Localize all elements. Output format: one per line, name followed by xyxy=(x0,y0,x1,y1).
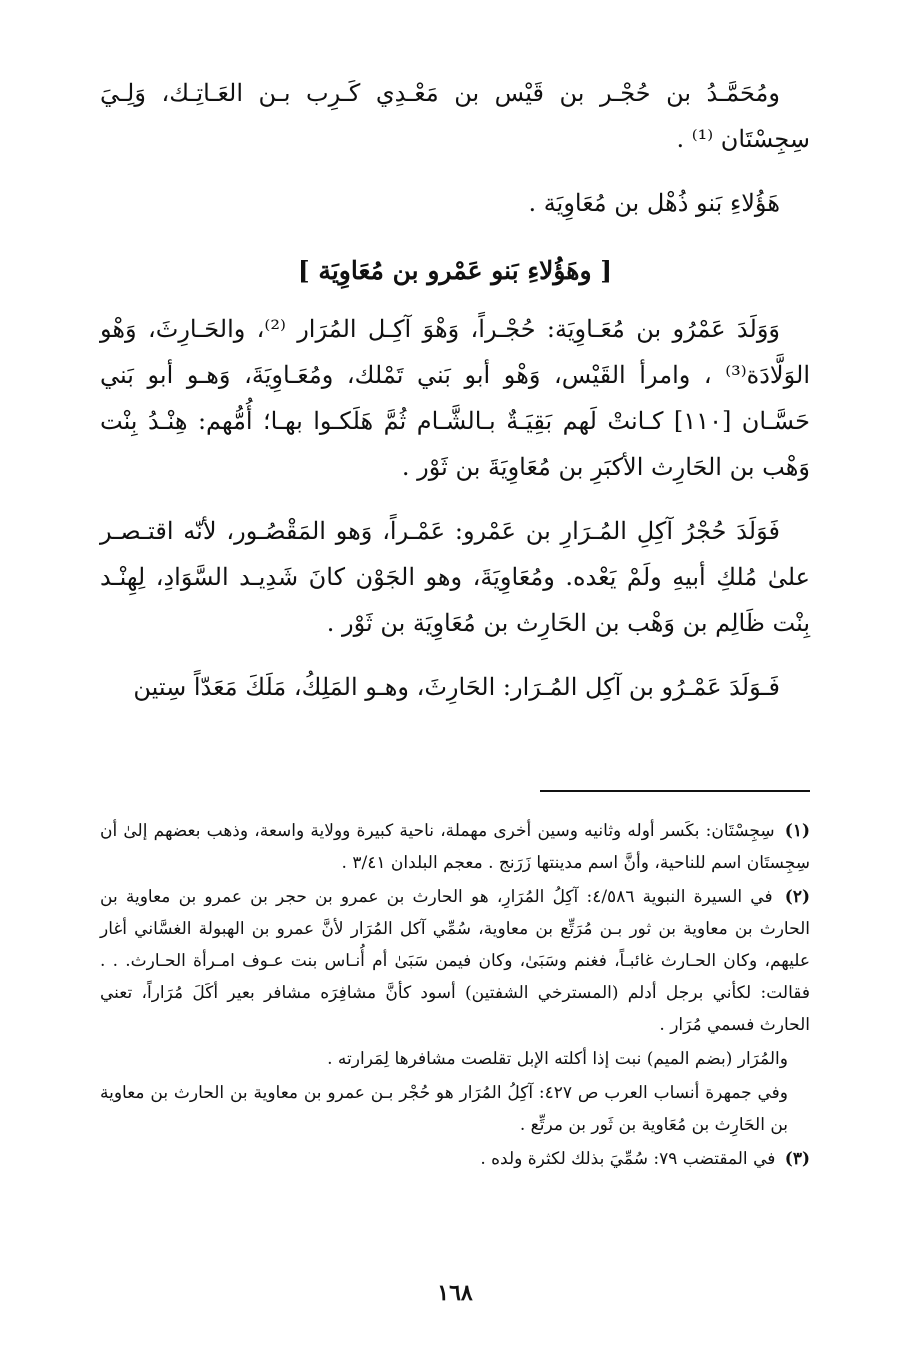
footnote-number: (٣) xyxy=(784,1149,810,1169)
footnote-2-note-murar: والمُرَار (بضم الميم) نبت إذا أكلته الإبل تقلصت مشافرها لِمَرارته . xyxy=(327,1049,788,1069)
footnote-text: سِجِسْتَان: بكَسر أوله وثانيه وسين أخرى مهملة، ناحية كبيرة وولاية واسعة، وذهب بعضهم إلىٰ أن سِجِستَان اسم للناحية، وأنَّ اسم مدينتها زَرَنج . معجم البلدان ٣/٤١ . xyxy=(100,821,810,873)
footnote-number: (٢) xyxy=(784,887,811,907)
book-page xyxy=(100,70,810,1310)
footnote-text: في السيرة النبوية ٤/٥٨٦: آكِلُ المُرَارِ، هو الحارث بن عمرو بن حجر بن عمرو بن معاوية بن الحارث بن معاوية بن ثور بـن مُرَتِّع بن معاوية، سُمِّي آكل المُرَار لأنَّ عمرو بن الهبولة الغسَّاني أغار عليهم، وكان الحـارث غائبـاً، فغنم وسَبَىٰ، وكان فيمن سَبَىٰ أم أُنـاس بنت عـوف امـرأة الحـارث. . . فقالت: لكأني برجل أدلم (المسترخي الشفتين) أسود كأنَّ مشافِرَه مشافر بعير أكَلَ مُرَاراً، تعني الحارث فسمي مُرَار . xyxy=(100,887,810,1035)
footnote-2 xyxy=(100,881,810,1041)
footnote-1 xyxy=(100,815,810,879)
main-text xyxy=(100,70,810,710)
page-number: ١٦٨ xyxy=(437,1280,473,1306)
footnote-divider xyxy=(540,790,810,792)
footnote-2-note-jamhara: وفي جمهرة أنساب العرب ص ٤٢٧: آكِلُ المُرَار هو حُجْر بـن عمرو بن معاوية بن الحارث بن معاوية بن الحَارِث بن مُعَاوية بن ثَور بن مرتِّع . xyxy=(100,1083,788,1135)
paragraph-amr: وَوَلَدَ عَمْرُو بن مُعَـاوِيَة: حُجْـراً، وَهْوَ آكِـل المُرَار ⁽²⁾، والحَـارِثَ، وَهْو الوَلَّادَة⁽³⁾ ، وامرأ القَيْس، وَهْو أبو بَني تَمْلك، ومُعَـاوِيَةَ، وَهـو أبو بَني حَسَّـان [١١٠] كـانتْ لَهم بَقِيَـةٌ بـالشَّـام ثُمَّ هَلَكـوا بهـا؛ أُمُّهم: هِنْـدُ بِنْت وَهْب بن الحَارِث الأكبَرِ بن مُعَاوِيَةَ بن ثَوْر . xyxy=(100,315,810,481)
section-heading: [ وهَؤُلاءِ بَنو عَمْرو بن مُعَاوِيَة ] xyxy=(297,256,613,285)
footnotes xyxy=(100,815,810,1177)
paragraph-amr-son: فَـوَلَدَ عَمْـرُو بن آكِل المُـرَار: الحَارِثَ، وهـو المَلِكُ، مَلَكَ مَعَدّاً سِتين xyxy=(133,673,780,701)
footnote-text: في المقتضب ٧٩: سُمِّيَ بذلك لكثرة ولده . xyxy=(480,1149,776,1169)
footnote-3 xyxy=(100,1143,810,1175)
paragraph-muhammad: ومُحَمَّـدُ بن حُجْـر بن قَيْس بن مَعْـدِي كَـرِب بـن العَـاتِـك، وَلِـيَ سِجِسْتَان ⁽¹⁾ . xyxy=(100,79,810,153)
paragraph-hujr: فَوَلَدَ حُجْرُ آكِلِ المُـرَارِ بن عَمْرو: عَمْـراً، وَهو المَقْصُـور، لأنّه اقتـصـر علىٰ مُلكِ أبيهِ ولَمْ يَعْده. ومُعَاوِيَةَ، وهو الجَوْن كانَ شَدِيـد السَّوَادِ، لِهِنْـد بِنْت ظَالِم بن وَهْب بن الحَارِث بن مُعَاوِيَة بن ثَوْر . xyxy=(100,517,810,637)
footnote-number: (١) xyxy=(784,821,810,841)
paragraph-dhuhl: هَؤُلاءِ بَنو ذُهْل بن مُعَاوِيَة . xyxy=(528,189,780,217)
